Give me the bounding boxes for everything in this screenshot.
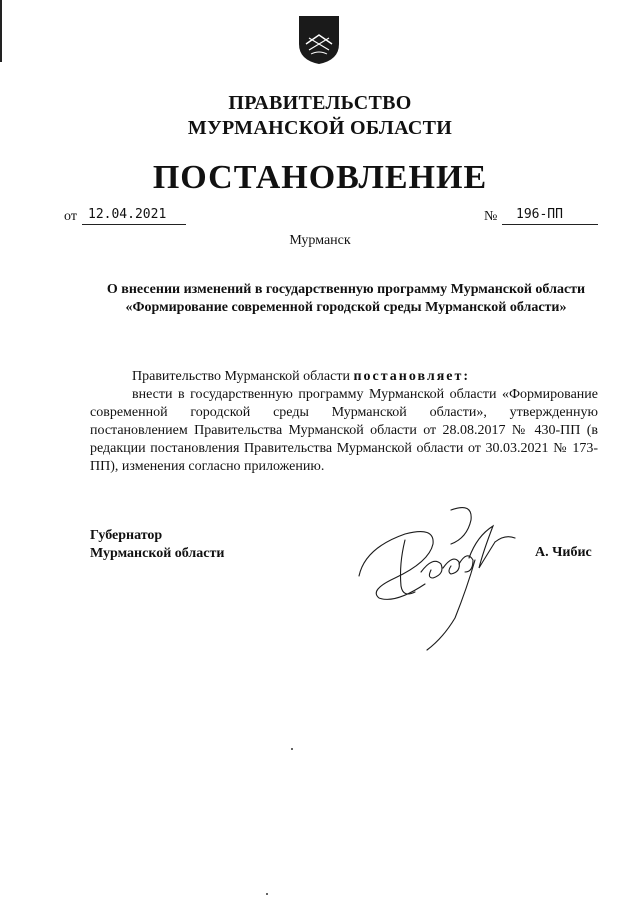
scan-speck [266,893,268,895]
document-subject: О внесении изменений в государственную программу Мурманской области «Формирование современной городской среды Мурманской области» [106,282,586,315]
government-title-line2: МУРМАНСКОЙ ОБЛАСТИ [187,117,453,139]
signer-title-line1: Губернатор [90,528,163,543]
decree-intro-text: Правительство Мурманской области [132,369,350,384]
signer-name: А. Чибис [535,545,592,560]
decree-body: внести в государственную программу Мурманской области «Формирование современной городской среды Мурманской области», утвержденную постановлением Правительства Мурманской области от 28.08.2017 № 430-ПП (в редакции постановления Правительства Мурманской области от 30.03.2021 № 173-ПП), изменения согласно приложению. [90,387,598,474]
signer-title [90,527,224,563]
city-label: Мурманск [289,233,351,248]
document-type-heading: ПОСТАНОВЛЕНИЕ [152,159,488,196]
coat-of-arms-icon [297,14,341,66]
date-value: 12.04.2021 [82,206,186,225]
signer-title-line2: Мурманской области [90,546,225,561]
government-title-line1: ПРАВИТЕЛЬСТВО [228,92,412,114]
number-value: 196-ПП [502,206,598,225]
scan-edge-line [0,0,2,62]
handwritten-signature [355,498,535,658]
date-label: от [64,209,77,224]
number-label: № [484,209,498,224]
scan-speck [291,748,293,750]
decree-intro [90,368,598,386]
decree-text [90,368,598,476]
decree-verb: постановляет: [353,369,471,384]
